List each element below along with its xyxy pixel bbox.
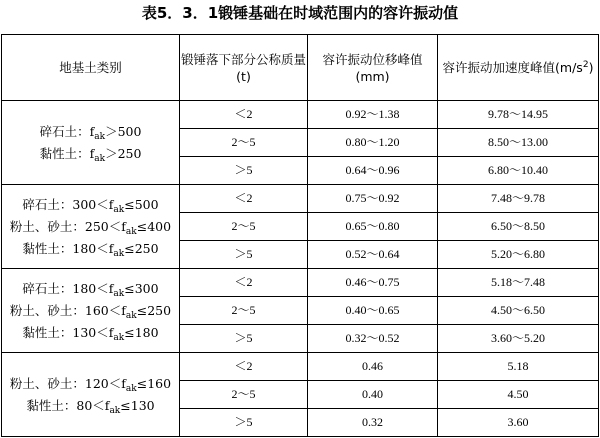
soil-condition-limit: ≤400 xyxy=(136,218,172,234)
soil-condition-limit: ≤180 xyxy=(124,324,159,340)
table-row xyxy=(2,269,599,297)
bearing-capacity-subscript: ak xyxy=(125,310,137,321)
soil-condition-prefix: 粉土、砂土：160＜ xyxy=(9,302,122,318)
accel-peak-cell: 6.80～10.40 xyxy=(438,157,599,185)
hammer-mass-cell: 2～5 xyxy=(180,213,308,241)
hammer-mass-cell: 2～5 xyxy=(180,381,308,409)
disp-peak-cell: 0.46～0.75 xyxy=(308,269,438,297)
soil-condition-limit: ≤300 xyxy=(124,280,159,296)
disp-peak-cell: 0.65～0.80 xyxy=(308,213,438,241)
vibration-table xyxy=(1,34,599,437)
disp-peak-cell: 0.80～1.20 xyxy=(308,129,438,157)
bearing-capacity-symbol: f xyxy=(89,145,95,161)
soil-condition-limit: ＞500 xyxy=(105,123,142,139)
header-soil-type: 地基土类别 xyxy=(2,35,180,101)
soil-condition-limit: ≤250 xyxy=(124,240,159,256)
soil-condition-limit: ＞250 xyxy=(105,145,142,161)
bearing-capacity-symbol: f xyxy=(104,397,110,413)
bearing-capacity-symbol: f xyxy=(121,375,126,391)
bearing-capacity-symbol: f xyxy=(108,280,114,296)
disp-peak-cell: 0.64～0.96 xyxy=(308,157,438,185)
bearing-capacity-symbol: f xyxy=(108,240,114,256)
accel-peak-cell: 5.18 xyxy=(438,353,599,381)
soil-type-cell xyxy=(2,185,180,269)
soil-condition-limit: ≤500 xyxy=(124,196,159,212)
accel-peak-cell: 5.18～7.48 xyxy=(438,269,599,297)
table-row xyxy=(2,353,599,381)
soil-condition-prefix: 黏性土： xyxy=(39,145,90,161)
soil-type-cell xyxy=(2,353,180,437)
soil-condition-limit: ≤250 xyxy=(136,302,172,318)
bearing-capacity-subscript: ak xyxy=(113,288,125,299)
disp-peak-cell: 0.40 xyxy=(308,381,438,409)
bearing-capacity-symbol: f xyxy=(108,196,114,212)
hammer-mass-cell: ＜2 xyxy=(180,269,308,297)
accel-peak-cell: 8.50～13.00 xyxy=(438,129,599,157)
header-accel-suffix: ) xyxy=(588,60,594,75)
soil-type-cell xyxy=(2,101,180,185)
soil-condition-line xyxy=(2,216,179,238)
bearing-capacity-subscript: ak xyxy=(94,131,106,142)
hammer-mass-cell: ＞5 xyxy=(180,409,308,437)
soil-condition-line xyxy=(2,373,179,395)
bearing-capacity-subscript: ak xyxy=(125,383,137,394)
table-row xyxy=(2,101,599,129)
soil-condition-line xyxy=(2,300,179,322)
soil-condition-limit: ≤130 xyxy=(120,397,155,413)
accel-peak-cell: 6.50～8.50 xyxy=(438,213,599,241)
bearing-capacity-symbol: f xyxy=(121,302,126,318)
hammer-mass-cell: ＜2 xyxy=(180,185,308,213)
soil-condition-line xyxy=(2,143,179,165)
soil-condition-line xyxy=(2,278,179,300)
disp-peak-cell: 0.40～0.65 xyxy=(308,297,438,325)
bearing-capacity-subscript: ak xyxy=(113,204,125,215)
accel-peak-cell: 4.50 xyxy=(438,381,599,409)
disp-peak-cell: 0.46 xyxy=(308,353,438,381)
bearing-capacity-symbol: f xyxy=(108,324,114,340)
bearing-capacity-subscript: ak xyxy=(125,226,137,237)
table-row xyxy=(2,185,599,213)
table-body xyxy=(2,101,599,437)
hammer-mass-cell: ＞5 xyxy=(180,241,308,269)
header-row xyxy=(2,35,599,101)
soil-condition-line xyxy=(2,395,179,417)
soil-condition-prefix: 碎石土：300＜ xyxy=(22,196,109,212)
soil-condition-prefix: 碎石土：180＜ xyxy=(22,280,109,296)
header-hammer-mass: 锻锤落下部分公称质量(t) xyxy=(180,35,308,101)
accel-peak-cell: 4.50～6.50 xyxy=(438,297,599,325)
disp-peak-cell: 0.32 xyxy=(308,409,438,437)
bearing-capacity-symbol: f xyxy=(121,218,126,234)
disp-peak-cell: 0.52～0.64 xyxy=(308,241,438,269)
accel-peak-cell: 9.78～14.95 xyxy=(438,101,599,129)
bearing-capacity-symbol: f xyxy=(89,123,95,139)
hammer-mass-cell: ＞5 xyxy=(180,157,308,185)
soil-condition-prefix: 粉土、砂土：250＜ xyxy=(9,218,122,234)
soil-condition-line xyxy=(2,121,179,143)
soil-condition-prefix: 黏性土：130＜ xyxy=(22,324,109,340)
hammer-mass-cell: 2～5 xyxy=(180,297,308,325)
disp-peak-cell: 0.32～0.52 xyxy=(308,325,438,353)
header-disp-peak: 容许振动位移峰值(mm) xyxy=(308,35,438,101)
header-accel-exp: 2 xyxy=(582,60,589,70)
soil-condition-prefix: 碎石土： xyxy=(39,123,90,139)
hammer-mass-cell: ＜2 xyxy=(180,353,308,381)
disp-peak-cell: 0.75～0.92 xyxy=(308,185,438,213)
accel-peak-cell: 3.60～5.20 xyxy=(438,325,599,353)
soil-condition-prefix: 粉土、砂土：120＜ xyxy=(9,375,122,391)
hammer-mass-cell: ＜2 xyxy=(180,101,308,129)
bearing-capacity-subscript: ak xyxy=(109,405,121,416)
soil-condition-limit: ≤160 xyxy=(136,375,172,391)
soil-condition-line xyxy=(2,194,179,216)
hammer-mass-cell: ＞5 xyxy=(180,325,308,353)
disp-peak-cell: 0.92～1.38 xyxy=(308,101,438,129)
accel-peak-cell: 7.48～9.78 xyxy=(438,185,599,213)
hammer-mass-cell: 2～5 xyxy=(180,129,308,157)
header-accel-peak xyxy=(438,35,599,101)
bearing-capacity-subscript: ak xyxy=(113,248,125,259)
header-accel-prefix: 容许振动加速度峰值(m/s xyxy=(442,60,583,75)
soil-condition-prefix: 黏性土：180＜ xyxy=(22,240,109,256)
soil-condition-prefix: 黏性土：80＜ xyxy=(26,397,105,413)
bearing-capacity-subscript: ak xyxy=(113,332,125,343)
soil-condition-line xyxy=(2,322,179,344)
soil-condition-line xyxy=(2,238,179,260)
soil-type-cell xyxy=(2,269,180,353)
bearing-capacity-subscript: ak xyxy=(94,153,106,164)
accel-peak-cell: 5.20～6.80 xyxy=(438,241,599,269)
accel-peak-cell: 3.60 xyxy=(438,409,599,437)
table-title: 表5．3．1锻锤基础在时域范围内的容许振动值 xyxy=(141,4,459,22)
